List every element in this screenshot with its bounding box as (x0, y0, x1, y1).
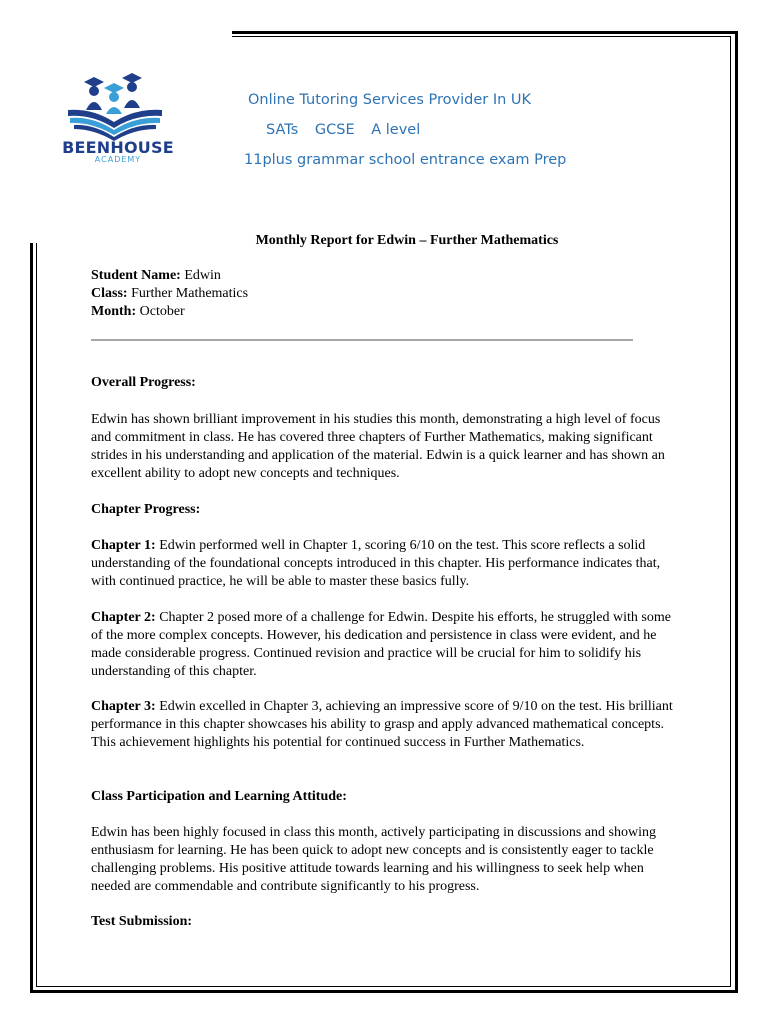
student-name-row (91, 267, 673, 285)
overall-progress-heading: Overall Progress: (91, 375, 196, 390)
student-name-value: Edwin (180, 268, 221, 283)
overall-progress-text: Edwin has shown brilliant improvement in his studies this month, demonstrating a high level of focus and commitment in class. He has covered three chapters of Further Mathematics, making significant strides in his understanding and application of the material. Edwin is a quick learner and has shown an excellent ability to adopt new concepts and techniques. (91, 412, 665, 481)
page-border-left (30, 243, 33, 993)
student-name-label: Student Name: (91, 268, 181, 283)
tagline-exams (254, 122, 444, 138)
chapter-3-label: Chapter 3: (91, 699, 156, 714)
month-row (91, 303, 673, 321)
report-meta (91, 267, 673, 321)
chapter-1-label: Chapter 1: (91, 538, 156, 553)
page-border-left-inner (36, 243, 37, 987)
page-border-bottom-inner (36, 986, 731, 987)
class-value: Further Mathematics (127, 286, 249, 301)
tagline-tutoring: Online Tutoring Services Provider In UK (248, 92, 532, 108)
page-border-top-inner (232, 36, 730, 37)
chapter-2-label: Chapter 2: (91, 610, 156, 625)
page-border-bottom (30, 990, 738, 993)
tagline-11plus: 11plus grammar school entrance exam Prep (244, 152, 567, 168)
tagline-sats: SATs (266, 122, 299, 138)
horizontal-divider (91, 339, 633, 341)
chapter-1-paragraph (91, 537, 673, 591)
tagline-a-level: A level (371, 122, 421, 138)
chapter-3-paragraph (91, 698, 673, 752)
page-border-right (735, 31, 738, 993)
report-title: Monthly Report for Edwin – Further Mathematics (255, 233, 559, 248)
test-submission-heading: Test Submission: (91, 914, 193, 929)
class-label: Class: (91, 286, 128, 301)
class-row (91, 285, 673, 303)
participation-text: Edwin has been highly focused in class this month, actively participating in discussions and showing enthusiasm for learning. He has been quick to adopt new concepts and is consistently eager to tackle challenging problems. His positive attitude towards learning and his willingness to seek help when needed are commendable and contribute significantly to his progress. (91, 825, 656, 894)
brand-name: BEENHOUSE (62, 138, 174, 157)
brand-subtitle: ACADEMY (94, 155, 142, 164)
chapter-3-text: Edwin excelled in Chapter 3, achieving an impressive score of 9/10 on the test. His brilliant performance in this chapter showcases his ability to grasp and apply advanced mathematical concepts. This achievement highlights his potential for continued success in Further Mathematics. (91, 699, 673, 750)
month-label: Month: (91, 304, 137, 319)
tagline-gcse: GCSE (314, 122, 355, 138)
chapter-2-paragraph (91, 609, 673, 681)
month-value: October (136, 304, 185, 319)
chapter-2-text: Chapter 2 posed more of a challenge for Edwin. Despite his efforts, he struggled with some of the more complex concepts. However, his dedication and persistence in class were evident, and he made considerable progress. Continued revision and practice will be crucial for him to solidify his understanding of this chapter. (91, 610, 671, 679)
chapter-progress-heading: Chapter Progress: (91, 502, 201, 517)
participation-heading: Class Participation and Learning Attitude: (91, 789, 347, 804)
page-border-right-inner (730, 36, 731, 987)
chapter-1-text: Edwin performed well in Chapter 1, scoring 6/10 on the test. This score reflects a solid understanding of the foundational concepts introduced in this chapter. His performance indicates that, with continued practice, he will be able to master these basics fully. (91, 538, 661, 589)
page-border-top (232, 31, 738, 34)
